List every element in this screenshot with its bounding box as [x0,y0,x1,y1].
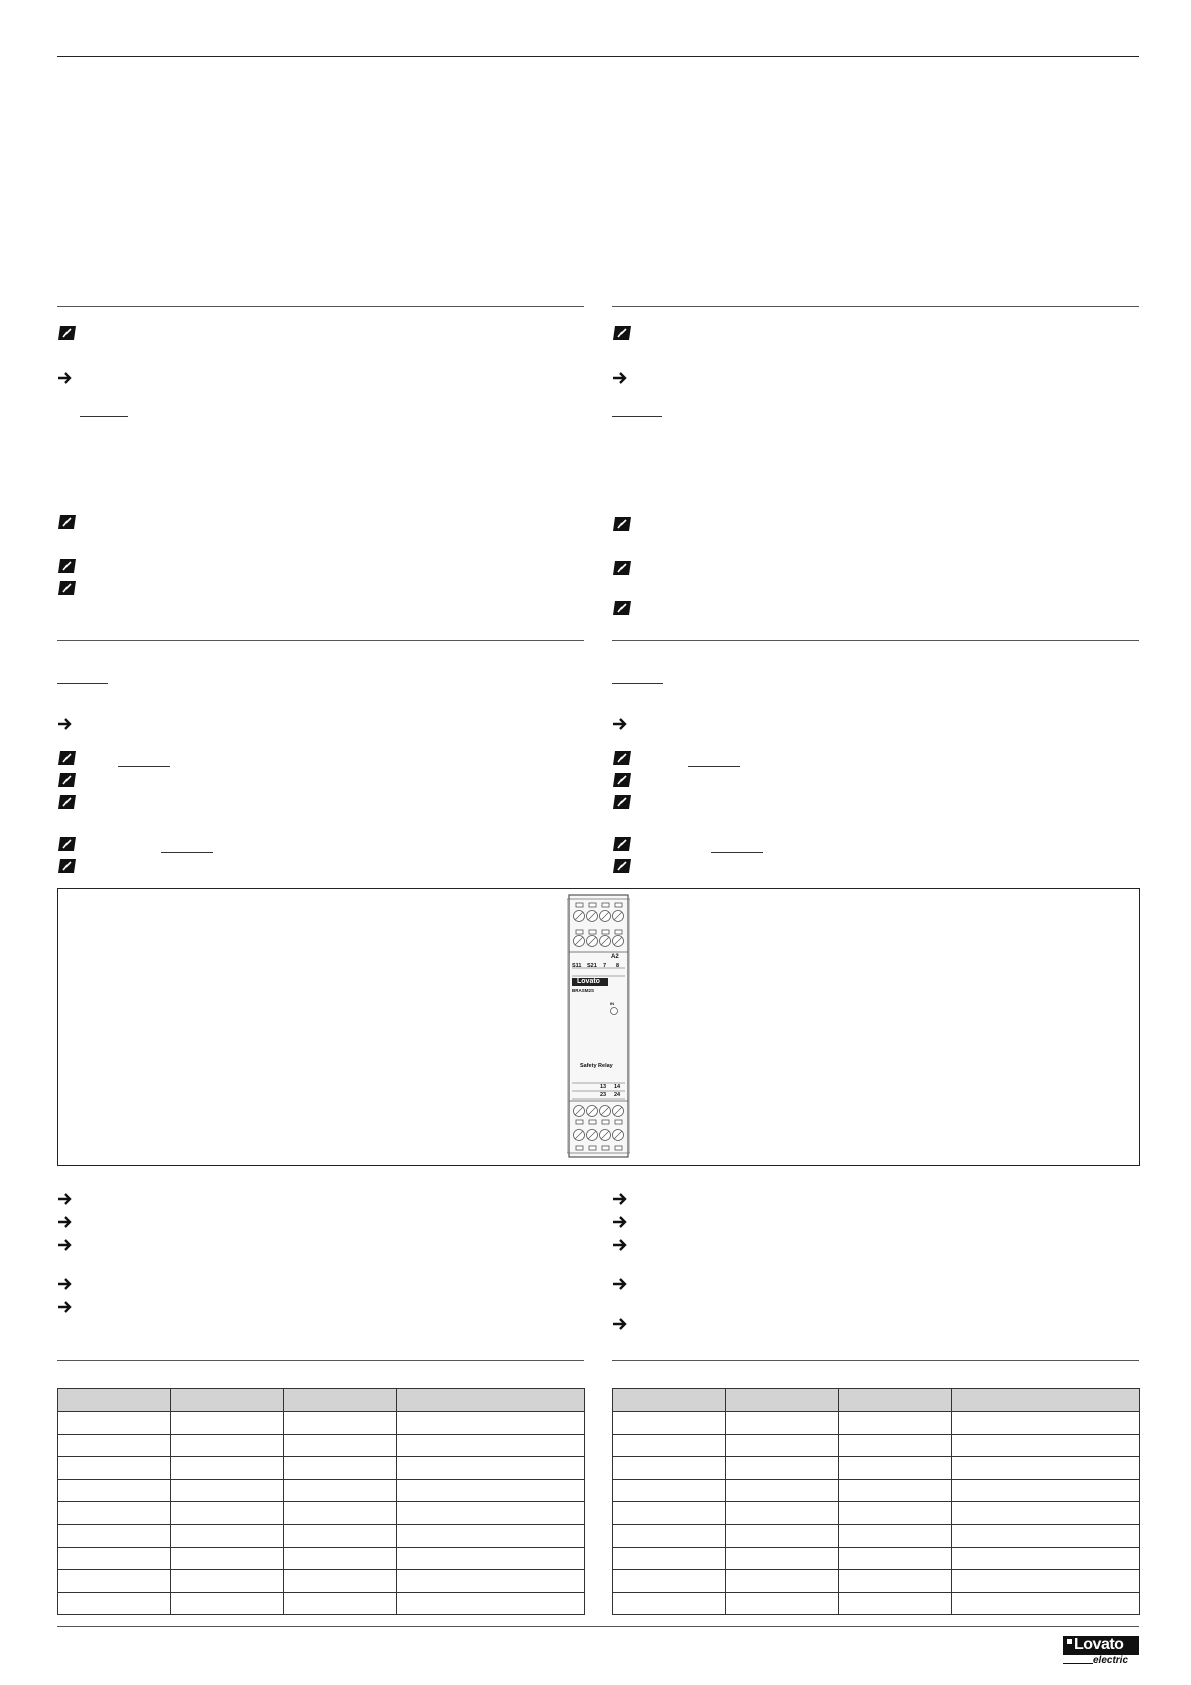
terminal-label-23: 23 [600,1092,607,1098]
warning-icon [57,325,77,341]
warning-icon [57,580,77,596]
warning-icon [57,558,77,574]
table-row [613,1434,1140,1457]
underline-mark [80,416,128,417]
arrow-right-icon [57,370,73,386]
terminal-label-8: 8 [616,963,620,969]
warning-icon [612,600,632,616]
warning-icon [57,794,77,810]
terminal-label-s11: S11 [572,963,582,969]
underline-mark [161,852,213,853]
section-rule-left-3 [57,1360,584,1361]
table-row [613,1524,1140,1547]
top-rule [57,56,1139,57]
arrow-right-icon [612,1237,628,1253]
warning-icon [57,858,77,874]
warning-icon [612,858,632,874]
arrow-right-icon [57,1237,73,1253]
arrow-right-icon [57,716,73,732]
device-outline [567,893,630,1159]
terminal-label-13: 13 [600,1084,607,1090]
underline-mark [57,683,108,684]
warning-icon [57,836,77,852]
warning-icon [612,836,632,852]
table-row [58,1524,585,1547]
table-row [613,1457,1140,1480]
warning-icon [57,750,77,766]
table-header-row [613,1389,1140,1412]
table-row [613,1592,1140,1615]
terminal-label-s21: S21 [587,963,597,969]
lovato-logo [1063,1636,1139,1668]
safety-relay-illustration [567,893,630,1159]
underline-mark [118,766,170,767]
arrow-right-icon [612,1214,628,1230]
underline-mark [688,766,740,767]
warning-icon [612,772,632,788]
arrow-right-icon [612,1316,628,1332]
arrow-right-icon [612,1191,628,1207]
logo-brand: Lovato [1074,1636,1124,1653]
table-row [613,1547,1140,1570]
warning-icon [57,772,77,788]
table-row [58,1570,585,1593]
footer-rule [57,1626,1139,1627]
table-row [58,1502,585,1525]
section-rule-right-2 [612,640,1139,641]
device-brand: Lovato [577,978,600,985]
terminal-label-14: 14 [614,1084,621,1090]
table-row [58,1434,585,1457]
arrow-right-icon [612,716,628,732]
warning-icon [612,516,632,532]
table-row [58,1592,585,1615]
arrow-right-icon [612,1276,628,1292]
device-model: BRASM2S [572,988,595,993]
arrow-right-icon [57,1276,73,1292]
terminal-table-right [612,1388,1140,1615]
logo-sub: electric [1093,1655,1129,1666]
arrow-right-icon [57,1214,73,1230]
section-rule-right-3 [612,1360,1139,1361]
table-header-row [58,1389,585,1412]
terminal-label-24: 24 [614,1092,621,1098]
terminal-table-left [57,1388,585,1615]
arrow-right-icon [57,1191,73,1207]
terminal-label-7: 7 [603,963,607,969]
warning-icon [612,794,632,810]
warning-icon [612,560,632,576]
warning-icon [612,325,632,341]
underline-mark [612,416,662,417]
arrow-right-icon [57,1299,73,1315]
table-row [613,1570,1140,1593]
table-row [58,1479,585,1502]
table-row [58,1412,585,1435]
device-product-name: Safety Relay [580,1063,613,1069]
underline-mark [711,852,763,853]
section-rule-right-1 [612,306,1139,307]
table-row [58,1457,585,1480]
led-label: IN [610,1001,614,1006]
warning-icon [57,514,77,530]
table-row [613,1412,1140,1435]
warning-icon [612,750,632,766]
table-row [613,1502,1140,1525]
underline-mark [612,683,663,684]
terminal-label-a2: A2 [611,954,619,960]
table-row [58,1547,585,1570]
table-row [613,1479,1140,1502]
section-rule-left-2 [57,640,584,641]
section-rule-left-1 [57,306,584,307]
arrow-right-icon [612,370,628,386]
